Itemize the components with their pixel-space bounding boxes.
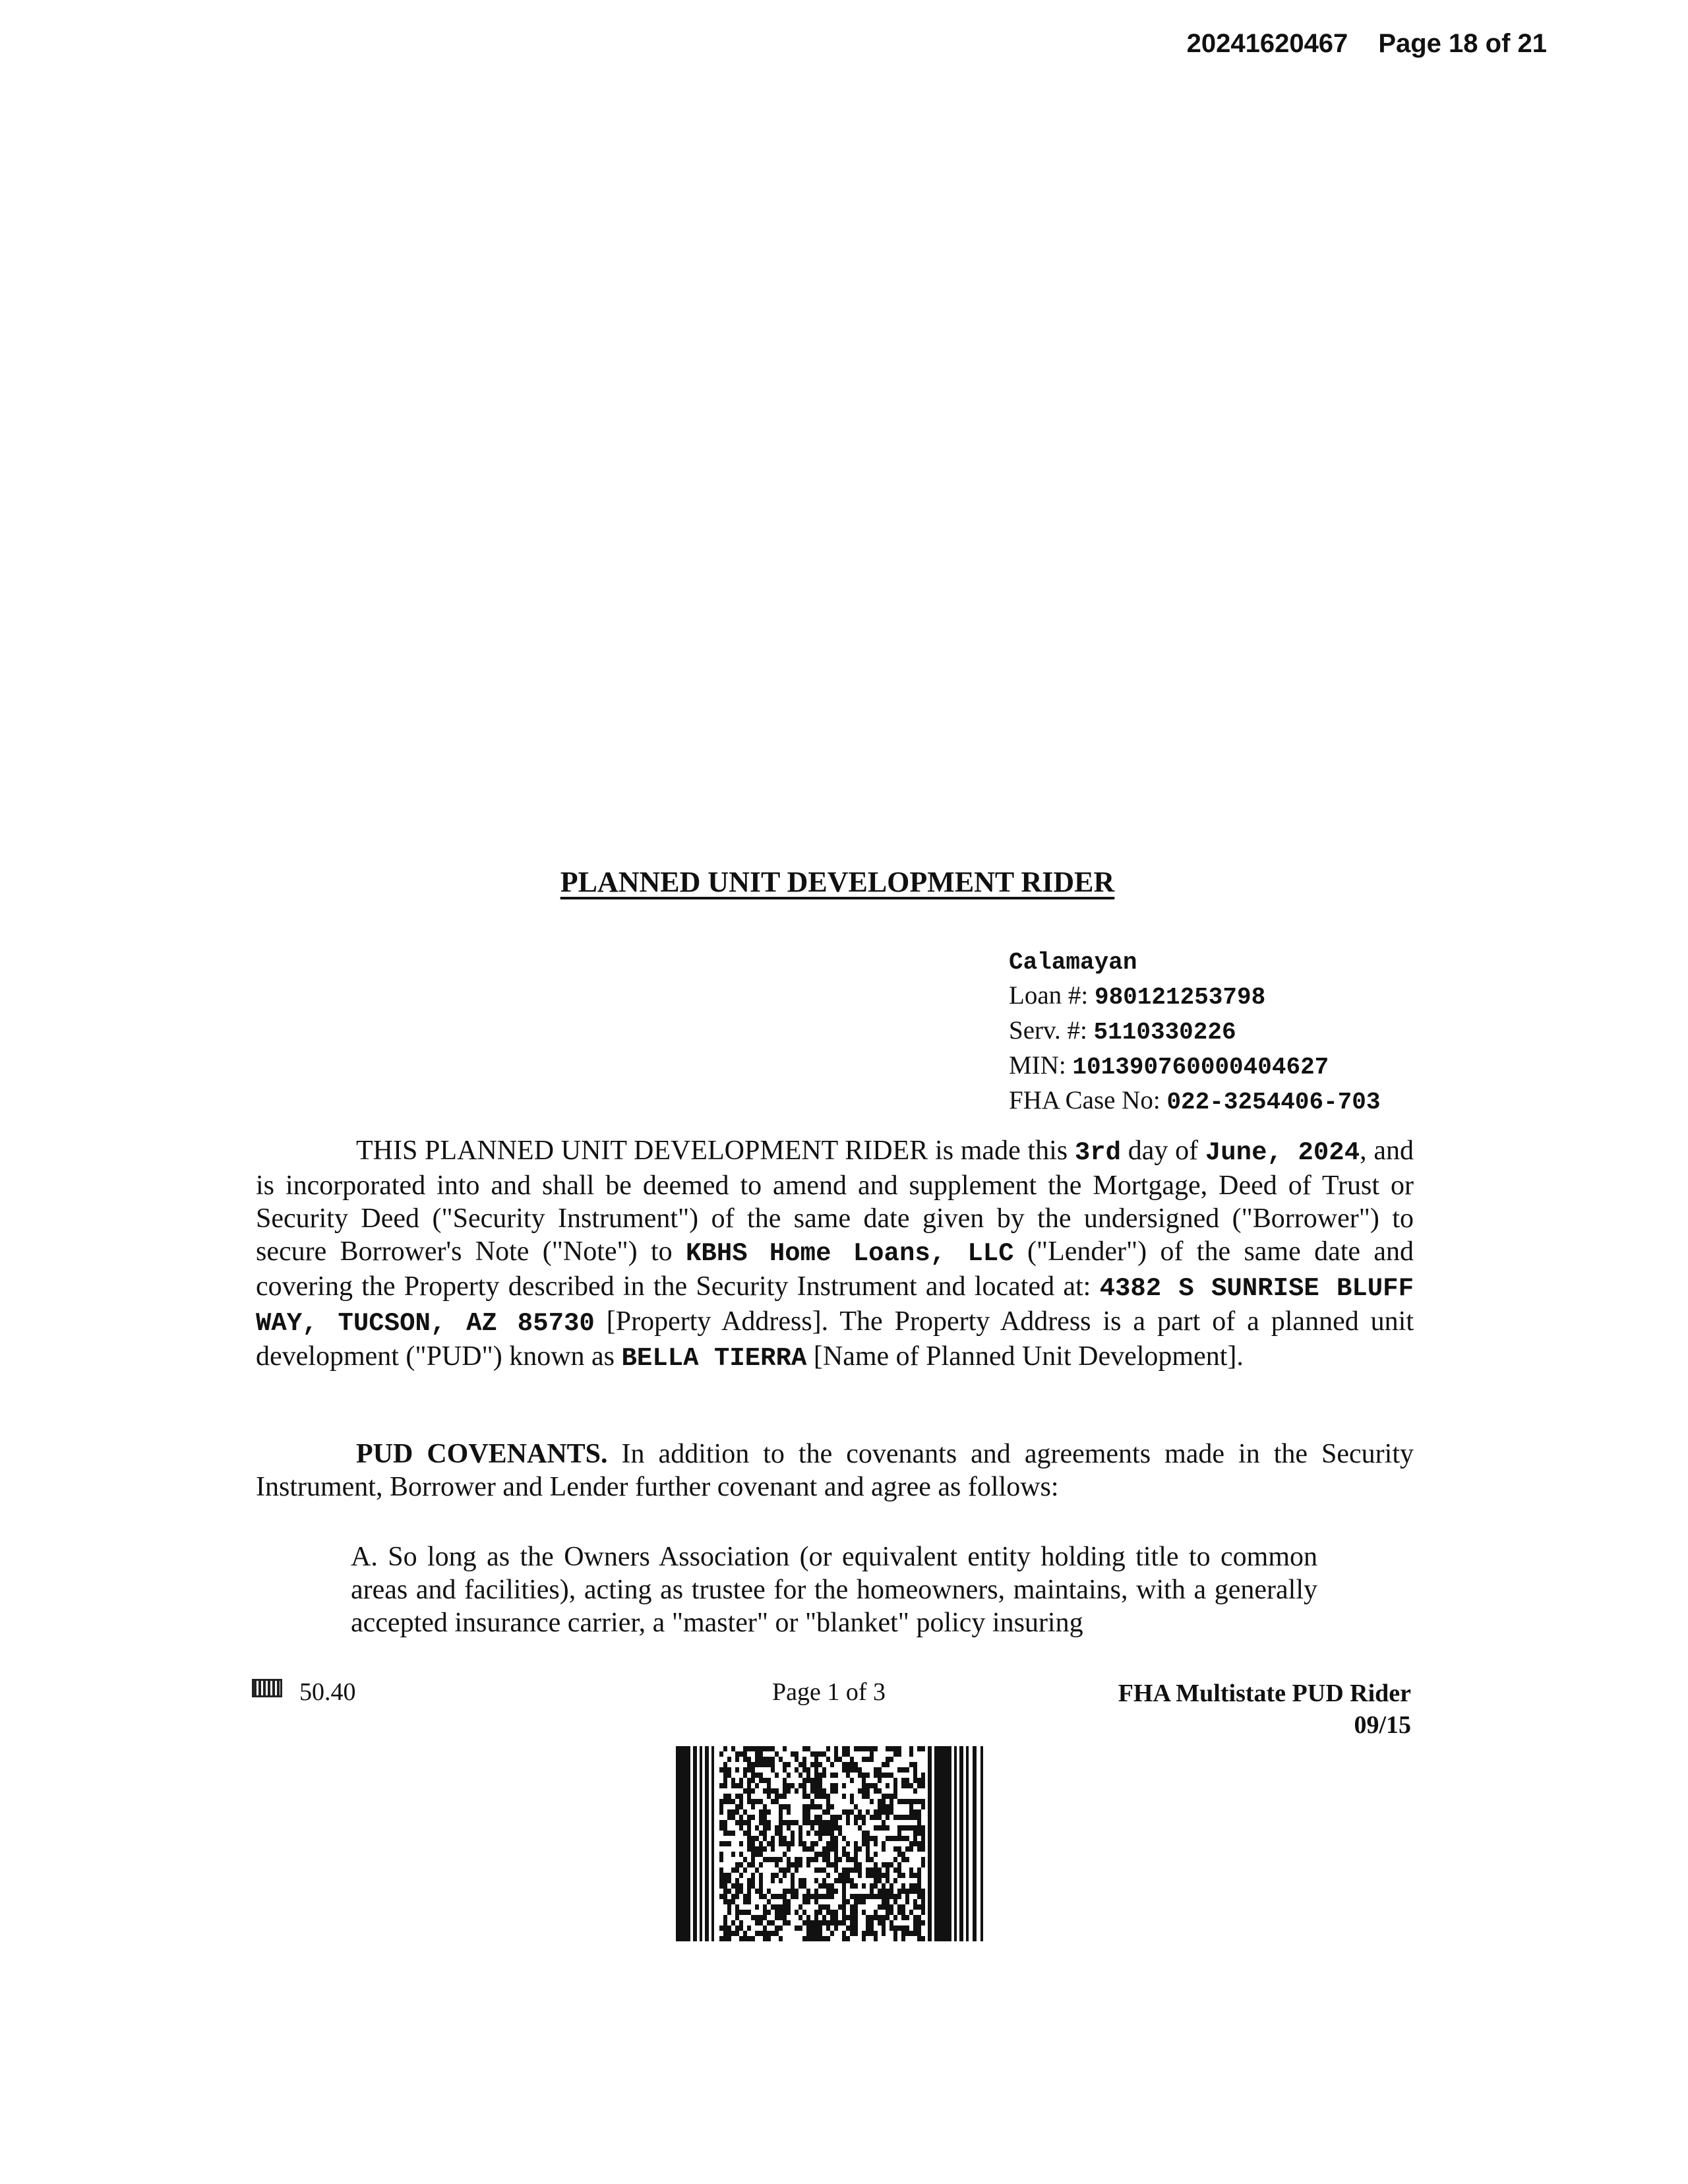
serv-number: 5110330226	[1093, 1019, 1236, 1046]
covenant-a-paragraph: A. So long as the Owners Association (or equivalent entity holding title to common areas and facilities), acting as trustee for the homeowners, maintains, with a generally accepted insurance carrier, a "master" or "blanket" policy insuring	[351, 1542, 1317, 1638]
lender-name: KBHS Home Loans, LLC	[686, 1239, 1014, 1268]
recording-header	[1187, 29, 1547, 59]
form-name-block	[1118, 1678, 1411, 1741]
rider-month-year: June, 2024	[1205, 1138, 1360, 1167]
intro-text-4: ("Lender") of the same date and covering the Property described in the Security Instrument and located at:	[256, 1236, 1414, 1302]
fha-case-label: FHA Case No:	[1009, 1086, 1167, 1114]
intro-text-5: [Property Address]. The Property Address is a part of a planned unit development ("PUD") known as	[256, 1306, 1414, 1372]
intro-text-1: THIS PLANNED UNIT DEVELOPMENT RIDER is made this	[356, 1136, 1075, 1166]
form-code-number: 50.40	[299, 1678, 356, 1706]
rider-day: 3rd	[1074, 1138, 1122, 1167]
page-footer: Page 1 of 3	[772, 1678, 886, 1706]
loan-number: 980121253798	[1094, 984, 1266, 1011]
intro-paragraph	[256, 1134, 1414, 1375]
loan-number-label: Loan #:	[1009, 981, 1095, 1010]
serv-number-label: Serv. #:	[1009, 1016, 1094, 1045]
pud-covenants-paragraph	[256, 1438, 1414, 1503]
document-title: PLANNED UNIT DEVELOPMENT RIDER	[560, 866, 1115, 898]
form-code-icon	[252, 1679, 282, 1697]
intro-text-6: [Name of Planned Unit Development].	[806, 1341, 1244, 1372]
form-code	[252, 1678, 356, 1707]
pud-covenants-text: In addition to the covenants and agreements made in the Security Instrument, Borrower and Lender further covenant and agree as follows:	[256, 1439, 1414, 1502]
form-name: FHA Multistate PUD Rider	[1118, 1680, 1411, 1707]
pud-covenants-heading: PUD COVENANTS.	[356, 1439, 608, 1469]
min-label: MIN:	[1009, 1051, 1073, 1079]
loan-info-block	[1009, 944, 1381, 1119]
form-date: 09/15	[1354, 1711, 1411, 1739]
fha-case-number: 022-3254406-703	[1166, 1089, 1381, 1116]
intro-text-3: , and is incorporated into and shall be deemed to amend and supplement the Mortgage, Deed of Trust or Security Deed ("Security Instrument") of the same date given by the undersigned ("Borrower") to secure Borrower's Note ("Note") to	[256, 1136, 1414, 1267]
page-label: Page 18 of 21	[1378, 29, 1547, 58]
barcode-icon	[676, 1746, 986, 1941]
property-address: 4382 S SUNRISE BLUFF WAY, TUCSON, AZ 85730	[256, 1274, 1414, 1338]
recording-number: 20241620467	[1186, 29, 1348, 58]
min-number: 101390760000404627	[1072, 1054, 1329, 1081]
intro-text-2: day of	[1121, 1136, 1205, 1166]
borrower-name: Calamayan	[1009, 949, 1137, 976]
pud-name: BELLA TIERRA	[621, 1344, 807, 1373]
